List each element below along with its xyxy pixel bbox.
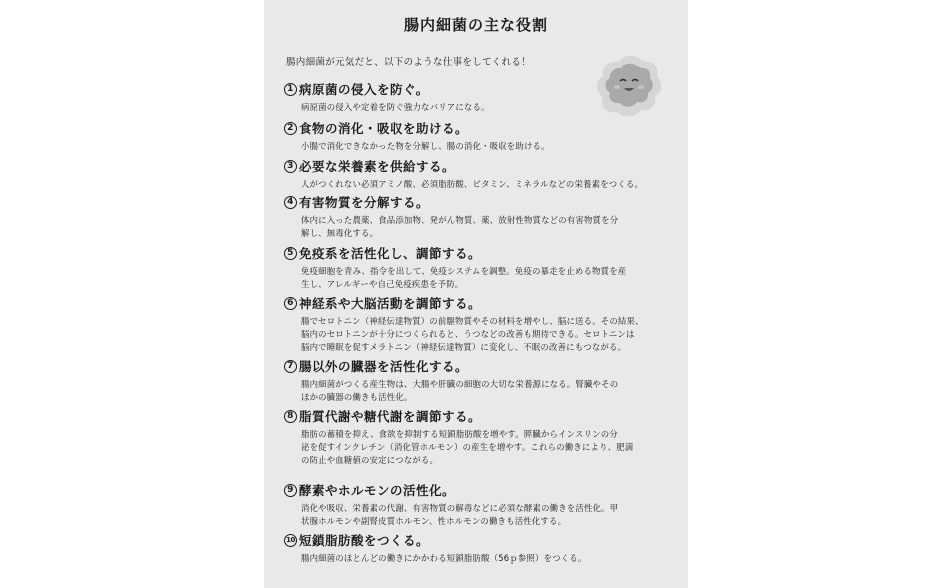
- item-number: 6: [284, 297, 297, 310]
- roles-card: [264, 0, 688, 588]
- item-heading: 腸以外の臓器を活性化する。: [299, 359, 469, 374]
- list-item: [284, 294, 674, 354]
- item-description: 体内に入った農薬、食品添加物、発がん物質、薬、放射性物質などの有害物質を分 解し、無毒化する。: [301, 215, 619, 238]
- item-heading: 病原菌の侵入を防ぐ。: [299, 82, 429, 97]
- list-item: [284, 244, 674, 291]
- item-number: 3: [284, 160, 297, 173]
- page-title: 腸内細菌の主な役割: [403, 16, 548, 34]
- list-item: [284, 157, 674, 191]
- item-number: 7: [284, 360, 297, 373]
- item-number: 4: [284, 196, 297, 209]
- item-description: 病原菌の侵入や定着を防ぐ強力なバリアになる。: [301, 102, 490, 112]
- item-number: 10: [284, 534, 297, 547]
- item-description: 消化や吸収、栄養素の代謝、有害物質の解毒などに必須な酵素の働きを活性化。甲 状腺ホルモンや副腎皮質ホルモン、性ホルモンの働きも活性化する。: [301, 503, 619, 526]
- item-number: 5: [284, 247, 297, 260]
- list-item: [284, 193, 674, 240]
- item-number: 1: [284, 83, 297, 96]
- item-heading: 脂質代謝や糖代謝を調節する。: [299, 409, 482, 424]
- list-item: [284, 119, 674, 153]
- item-heading: 免疫系を活性化し、調節する。: [299, 246, 482, 261]
- item-description: 脂肪の蓄積を抑え、食欲を抑制する短鎖脂肪酸を増やす。膵臓からインスリンの分 泌を促すインクレチン（消化管ホルモン）の産生を増やす。これらの働きにより、肥満 の防止や血糖値の安定につながる。: [301, 429, 634, 465]
- item-heading: 短鎖脂肪酸をつくる。: [299, 533, 430, 548]
- item-heading: 酵素やホルモンの活性化。: [299, 483, 456, 498]
- list-item: [284, 80, 674, 114]
- item-description: 免疫細胞を青み、指令を出して、免疫システムを調整。免疫の暴走を止める物質を産 生し、アレルギーや自己免疫疾患を予防。: [301, 266, 627, 289]
- item-description: 腸内細菌がつくる産生物は、大腸や肝臓の細胞の大切な栄養源になる。腎臓やその ほかの臓器の働きも活性化。: [301, 379, 619, 402]
- item-description: 腸内細菌のほとんどの働きにかかわる短鎖脂肪酸（56ｐ参照）をつくる。: [301, 553, 587, 563]
- item-heading: 必要な栄養素を供給する。: [299, 159, 456, 174]
- item-heading: 有害物質を分解する。: [299, 195, 430, 210]
- item-description: 小腸で消化できなかった物を分解し、腸の消化・吸収を助ける。: [301, 141, 550, 151]
- item-number: 9: [284, 484, 297, 497]
- list-item: [284, 481, 674, 528]
- item-description: 人がつくれない必須アミノ酸、必須脂肪酸、ビタミン、ミネラルなどの栄養素をつくる。: [301, 179, 644, 189]
- list-item: [284, 531, 674, 565]
- intro-text: 腸内細菌が元気だと、以下のような仕事をしてくれる！: [286, 57, 532, 68]
- item-description: 腸でセロトニン（神経伝達物質）の前駆物質やその材料を増やし、脳に送る。その結果、 脳内のセロトニンが十分につくられると、うつなどの改善も期待できる。セロトニンは 脳内で睡眠を促すメラトニン（神経伝達物質）に変化し、不眠の改善にもつながる。: [301, 316, 644, 352]
- item-number: 2: [284, 122, 297, 135]
- item-heading: 神経系や大脳活動を調節する。: [299, 296, 482, 311]
- item-heading: 食物の消化・吸収を助ける。: [299, 121, 469, 136]
- list-item: [284, 407, 674, 467]
- item-number: 8: [284, 410, 297, 423]
- list-item: [284, 357, 674, 404]
